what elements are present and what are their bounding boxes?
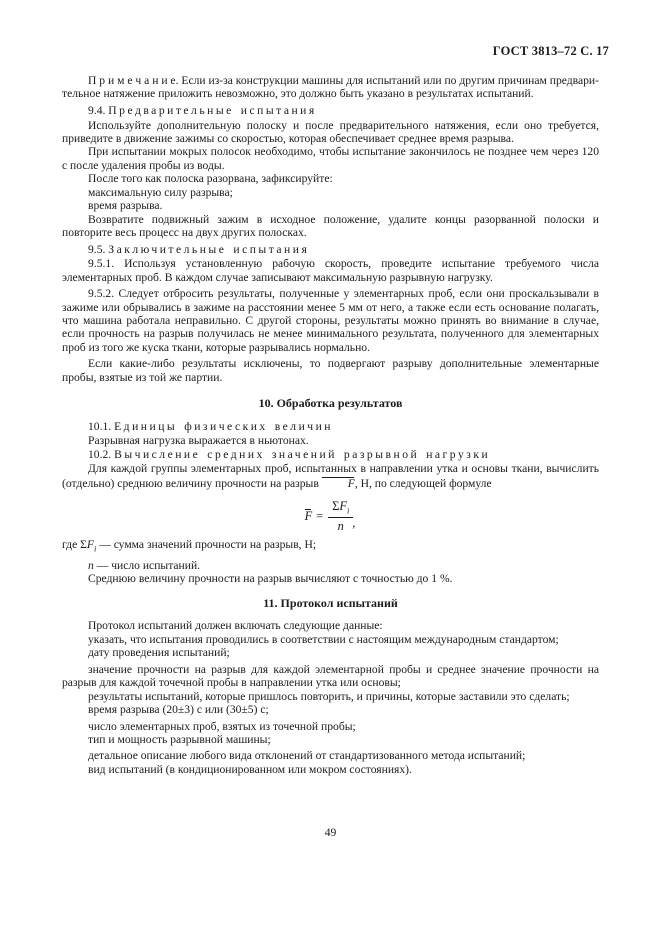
paragraph-9-4-1: Используйте дополнительную полоску и после предварительного натяжения, если оно требуется, приведите в движение зажимы со скоростью, которая обеспечивает среднее время разрыва. — [62, 118, 599, 145]
report-item: тип и мощность разрывной машины; — [88, 733, 271, 746]
report-item: вид испытаний (в кондиционированном или мокром состояниях). — [88, 762, 412, 776]
formula-numerator-subscript: i — [346, 506, 350, 516]
report-item: время разрыва (20±3) с или (30±5) с; — [88, 703, 269, 717]
formula-mean-breaking-force — [62, 496, 599, 534]
heading-9-5-label: Заключительные испытания — [108, 242, 310, 256]
formula-legend-n-var: n — [88, 559, 94, 573]
formula-numerator — [328, 499, 353, 517]
formula-sigma: Σ — [332, 499, 340, 514]
page-header-standard-id: ГОСТ 3813–72 С. 17 — [492, 44, 609, 58]
inline-mean-force-symbol: F — [322, 476, 355, 490]
heading-10-1-number: 10.1. — [88, 419, 112, 433]
section-title-11: 11. Протокол испытаний — [263, 595, 398, 610]
paragraph-9-5-3: Если какие-либо результаты исключены, то подвергают разрыву дополнительные элементарные пробы, взятые из той же партии. — [62, 357, 599, 384]
page-number: 49 — [324, 826, 337, 839]
paragraph-10-1: Разрывная нагрузка выражается в ньютонах. — [88, 434, 309, 448]
report-item: число элементарных проб, взятых из точечной пробы; — [88, 719, 356, 733]
heading-9-4-label: Предварительные испытания — [108, 103, 317, 117]
paragraph-10-2-intro — [62, 462, 599, 490]
report-item: дату проведения испытаний; — [88, 646, 230, 660]
heading-10-2-label: Вычисление средних значений разрывной нагрузки — [114, 447, 491, 461]
heading-10-1-label: Единицы физических величин — [114, 419, 334, 433]
heading-10-1 — [62, 420, 599, 435]
paragraph-11-intro: Протокол испытаний должен включать следующие данные: — [88, 619, 383, 633]
heading-9-5 — [62, 243, 599, 258]
paragraph-10-2-intro-part-a: Для каждой группы элементарных проб, испытанных в направлении утка и основы ткани, вычислить (отдельно) среднюю величину прочности на разрыв — [62, 462, 599, 490]
formula-trailing-comma: , — [352, 516, 356, 531]
paragraph-note: П р и м е ч а н и е. Если из-за конструкции машины для испытаний или по другим причинам предвари-тельное натяжение приложить невозможно, это должно быть указано в результатах испытаний. — [62, 74, 599, 101]
heading-9-4-number: 9.4. — [88, 103, 106, 117]
formula-expression — [305, 500, 357, 534]
spacer — [62, 411, 599, 420]
section-title-10: 10. Обработка результатов — [258, 396, 403, 411]
formula-denominator: n — [337, 518, 344, 533]
list-item-break-time: время разрыва. — [88, 199, 163, 213]
heading-9-5-number: 9.5. — [88, 242, 106, 256]
formula-fraction — [328, 499, 356, 533]
report-item: детальное описание любого вида отклонений от стандартизованного метода испытаний; — [88, 749, 526, 763]
paragraph-10-2-intro-part-b: , Н, по следующей формуле — [354, 476, 492, 490]
formula-legend-n — [62, 559, 599, 572]
paragraph-9-4-4: Возвратите подвижный зажим в исходное положение, удалите концы разорванной полоски и повторите весь процесс на двух других полосках. — [62, 212, 599, 240]
paragraph-9-5-2: 9.5.2. Следует отбросить результаты, полученные у элементарных проб, если они проскальзывали в зажиме или обрывались в зажиме на расстоянии менее 5 мм от него, а также если есть основание полагать, что машина работала неправильно. С другой стороны, результаты можно принять во внимание в случае, если прочность на разрыв получилась не менее минимального результата, полученного для элементарных проб из того же куска ткани, которые разрывались нормально. — [62, 287, 599, 354]
report-item: результаты испытаний, которые пришлось повторить, и причины, которые заставили это сделать; — [88, 689, 570, 703]
paragraph-9-5-1: 9.5.1. Используя установленную рабочую скорость, проведите испытание требуемого числа элементарных проб. В каждом случае записывают максимальную разрывную нагрузку. — [62, 257, 599, 284]
formula-legend-n-text: — число испытаний. — [93, 559, 201, 573]
heading-9-4 — [62, 104, 599, 119]
formula-legend-sum-text: — сумма значений прочности на разрыв, Н; — [96, 538, 317, 552]
formula-equals: = — [316, 509, 324, 524]
formula-legend-sum — [62, 538, 599, 556]
formula-legend-sum-var: F — [86, 538, 94, 552]
heading-10-2 — [62, 448, 599, 463]
document-body — [62, 74, 599, 776]
paragraph-accuracy: Среднюю величину прочности на разрыв вычисляют с точностью до 1 %. — [88, 572, 453, 586]
formula-legend-sum-subscript: i — [93, 544, 97, 554]
formula-numerator-var: F — [339, 499, 347, 514]
heading-10-2-number: 10.2. — [88, 447, 112, 461]
formula-lhs: F — [304, 509, 313, 524]
paragraph-9-4-2: При испытании мокрых полосок необходимо, чтобы испытание закончилось не позднее чем через 120 с после удаления пробы из воды. — [62, 145, 599, 172]
paragraph-9-4-3: После того как полоска разорвана, зафиксируйте: — [88, 172, 333, 186]
report-item: значение прочности на разрыв для каждой элементарной пробы и среднее значение прочности на разрыв для каждой точечной пробы в направлении утка или основы; — [62, 662, 599, 690]
formula-legend-sum-prefix: где Σ — [62, 538, 87, 552]
list-item-max-force: максимальную силу разрыва; — [88, 185, 233, 199]
report-item: указать, что испытания проводились в соответствии с настоящим международным стандартом; — [88, 632, 559, 646]
spacer — [62, 610, 599, 619]
